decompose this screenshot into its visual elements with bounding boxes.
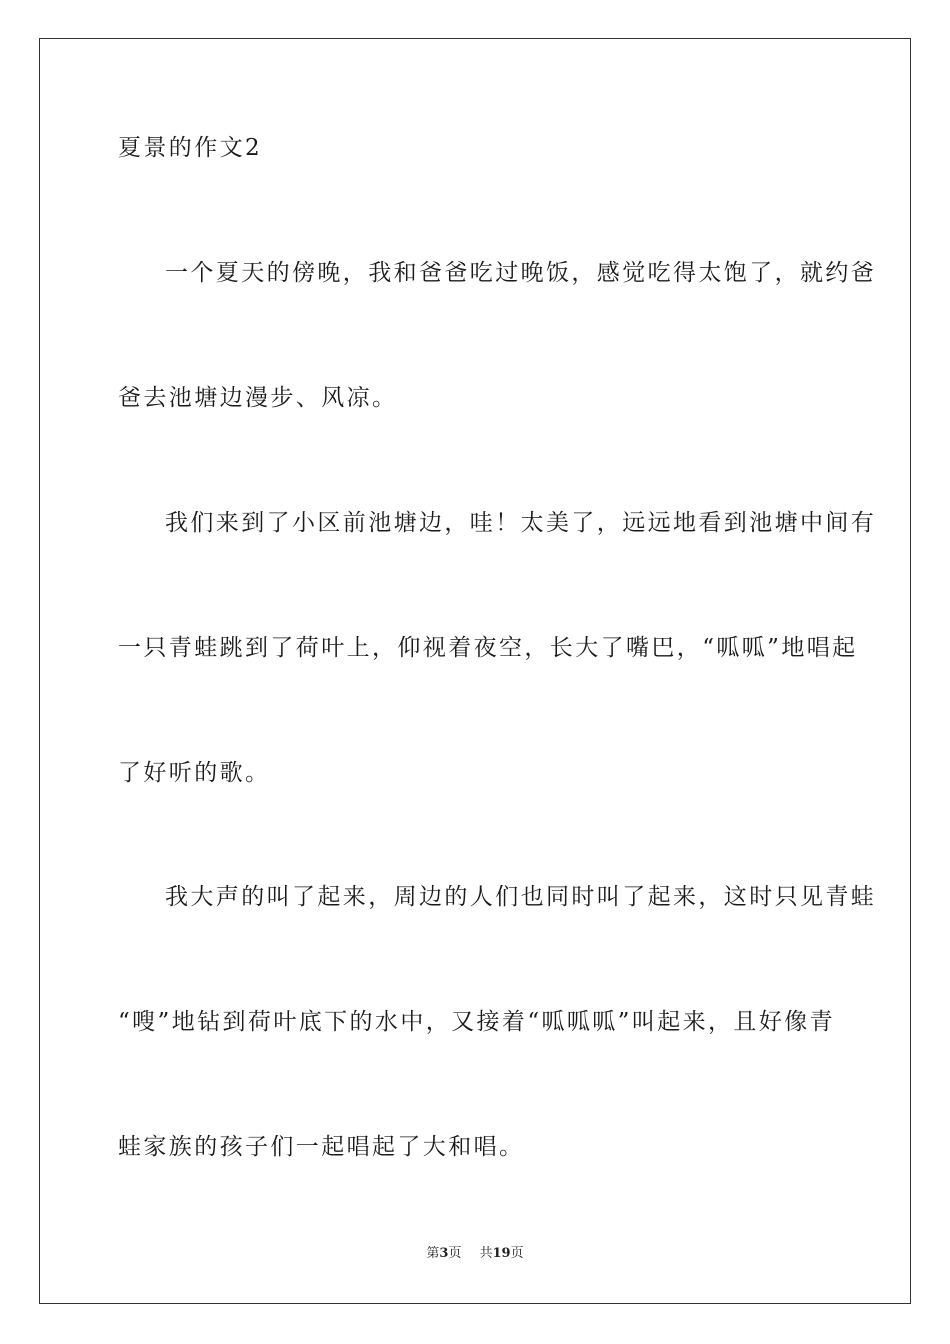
total-pages: 19 [492, 1246, 511, 1261]
page-prefix: 第 [426, 1246, 440, 1261]
document-title: 夏景的作文2 [118, 135, 263, 161]
paragraph-2-line-1: 我们来到了小区前池塘边，哇！太美了，远远地看到池塘中间有 [165, 510, 877, 536]
total-prefix: 共 [479, 1246, 493, 1261]
paragraph-3-line-3: 蛙家族的孩子们一起唱起了大和唱。 [118, 1134, 525, 1160]
total-suffix: 页 [510, 1246, 524, 1261]
page-border [39, 38, 911, 1304]
paragraph-1-line-2: 爸去池塘边漫步、风凉。 [118, 385, 398, 411]
page-footer [0, 1245, 950, 1263]
paragraph-3-line-2: “嗖”地钻到荷叶底下的水中，又接着“呱呱呱”叫起来，且好像青 [118, 1009, 836, 1035]
paragraph-2-line-3: 了好听的歌。 [118, 760, 271, 786]
paragraph-1-line-1: 一个夏天的傍晚，我和爸爸吃过晚饭，感觉吃得太饱了，就约爸 [165, 260, 877, 286]
page-number: 3 [439, 1246, 449, 1261]
paragraph-2-line-2: 一只青蛙跳到了荷叶上，仰视着夜空，长大了嘴巴，“呱呱”地唱起 [118, 635, 858, 661]
page-suffix: 页 [448, 1246, 462, 1261]
paragraph-3-line-1: 我大声的叫了起来，周边的人们也同时叫了起来，这时只见青蛙 [165, 884, 877, 910]
